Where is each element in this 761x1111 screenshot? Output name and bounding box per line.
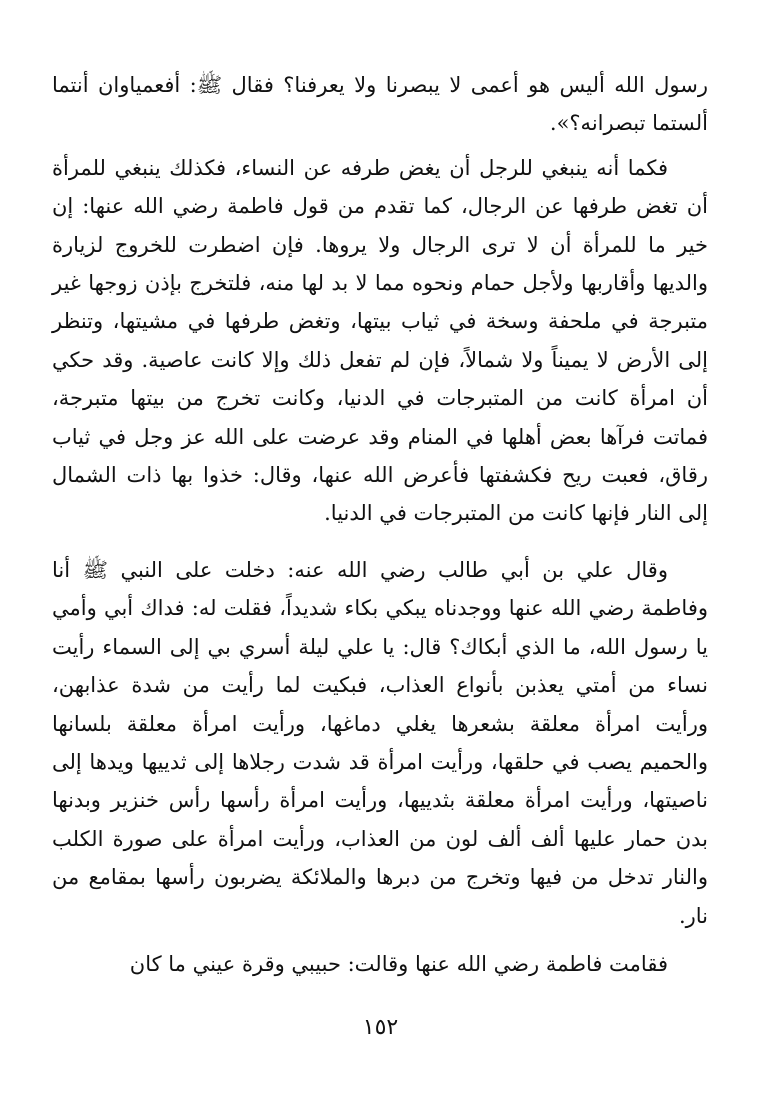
paragraph-fatima-response: فقامت فاطمة رضي الله عنها وقالت: حبيبي وقرة عيني ما كان bbox=[129, 951, 668, 976]
page-number: ١٥٢ bbox=[362, 1015, 399, 1040]
paragraph-ali-narration: وقال علي بن أبي طالب رضي الله عنه: دخلت على النبي ﷺ أنا وفاطمة رضي الله عنها ووجدناه يبكي بكاء شديداً، فقلت له: فداك أبي وأمي يا رسول الله، ما الذي أبكاك؟ قال: يا علي ليلة أسري بي إلى السماء رأيت نساء من أمتي يعذبن بأنواع العذاب، فبكيت لما رأيت من شدة عذابهن، ورأيت امرأة معلقة بشعرها يغلي دماغها، ورأيت امرأة معلقة بلسانها والحميم يصب في حلقها، ورأيت امرأة قد شدت رجلاها إلى ثدييها ويدها إلى ناصيتها، ورأيت امرأة معلقة بثدييها، ورأيت امرأة رأسها رأس خنزير وبدنها بدن حمار عليها ألف ألف لون من العذاب، ورأيت امرأة على صورة الكلب والنار تدخل من فيها وتخرج من دبرها والملائكة يضربون رأسها بمقامع من نار. bbox=[52, 557, 708, 928]
paragraph-hadith-ending: رسول الله أليس هو أعمى لا يبصرنا ولا يعرفنا؟ فقال ﷺ: أفعمياوان أنتما ألستما تبصرانه؟». bbox=[52, 73, 708, 136]
paragraph-lowering-gaze: فكما أنه ينبغي للرجل أن يغض طرفه عن النساء، فكذلك ينبغي للمرأة أن تغض طرفها عن الرجال، كما تقدم من قول فاطمة رضي الله عنها: إن خير ما للمرأة أن لا ترى الرجال ولا يروها. فإن اضطرت للخروج لزيارة والديها وأقاربها ولأجل حمام ونحوه مما لا بد لها منه، فلتخرج بإذن زوجها غير متبرجة في ملحفة وسخة في ثياب بيتها، وتغض طرفها في مشيتها، وتنظر إلى الأرض لا يميناً ولا شمالاً، فإن لم تفعل ذلك وإلا كانت عاصية. وقد حكي أن امرأة كانت من المتبرجات في الدنيا، وكانت تخرج من بيتها متبرجة، فماتت فرآها بعض أهلها في المنام وقد عرضت على الله عز وجل في ثياب رقاق، فعبت ريح فكشفتها فأعرض الله عنها، وقال: خذوا بها ذات الشمال إلى النار فإنها كانت من المتبرجات في الدنيا. bbox=[52, 155, 708, 526]
document-page bbox=[52, 62, 708, 1062]
